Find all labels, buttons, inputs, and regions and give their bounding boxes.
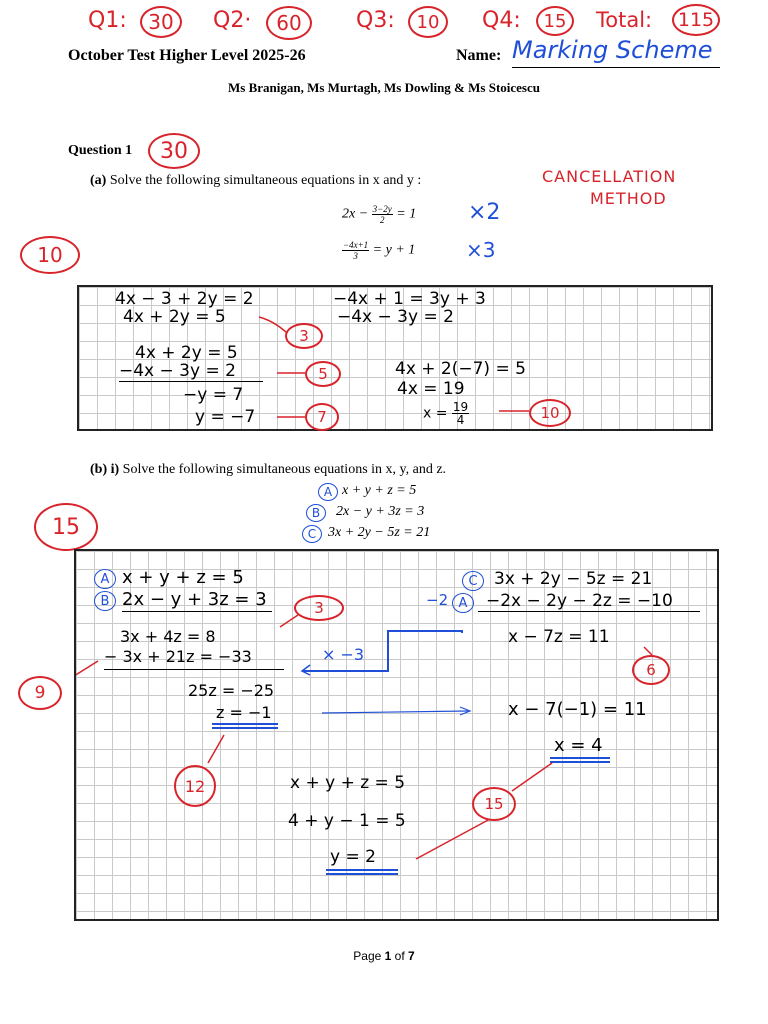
- work-a-line5: −y = 7: [183, 385, 244, 405]
- work-a-line6: y = −7: [195, 407, 256, 427]
- work-a-right5: x = $\frac{19}{4}$: [423, 400, 469, 427]
- equation-a: x + y + z = 5: [342, 483, 417, 498]
- work-b-tag-b: B: [94, 591, 116, 611]
- work-b-xline: x − 7z = 11: [508, 627, 610, 647]
- teachers-line: Ms Branigan, Ms Murtagh, Ms Dowling & Ms Stoicescu: [228, 80, 540, 95]
- work-b-mark-6: 6: [632, 655, 670, 685]
- work-a-mark-5: 5: [305, 361, 341, 387]
- equation-b: 2x − y + 3z = 3: [336, 504, 425, 519]
- q3-score-circle: 10: [408, 6, 448, 38]
- part-b-mark: 15: [34, 503, 98, 551]
- part-a-working-grid: [77, 285, 713, 431]
- work-a-line1: 4x − 3 + 2y = 2: [115, 289, 254, 309]
- work-b-res2: z = −1: [216, 703, 272, 722]
- eq-b-tag: B: [306, 504, 326, 522]
- work-b-tag-a2: A: [452, 593, 474, 613]
- work-b-line-a2: −2x − 2y − 2z = −10: [486, 591, 673, 611]
- part-a-prompt: (a) Solve the following simultaneous equations in x and y :: [90, 173, 422, 188]
- method-note-line1: CANCELLATION: [542, 167, 677, 186]
- work-b-subst: x − 7(−1) = 11: [508, 699, 647, 720]
- total-score-label: Total:: [596, 8, 653, 32]
- work-b-line-a: x + y + z = 5: [122, 567, 244, 588]
- q3-score-label: Q3:: [356, 8, 395, 33]
- work-a-mark-10: 10: [529, 399, 571, 427]
- work-a-mark-7: 7: [305, 403, 339, 431]
- work-a-line2: 4x + 2y = 5: [123, 307, 226, 327]
- work-b-y2: 4 + y − 1 = 5: [288, 811, 406, 831]
- equation-c: 3x + 2y − 5z = 21: [328, 525, 431, 540]
- work-b-line-c: 3x + 2y − 5z = 21: [494, 569, 653, 589]
- work-b-connectors: [76, 551, 717, 919]
- eq-a-tag: A: [318, 483, 338, 501]
- q1-score-circle: 30: [140, 6, 182, 38]
- test-title: October Test Higher Level 2025-26: [68, 47, 306, 64]
- work-b-tag-a: A: [94, 569, 116, 589]
- q2-score-circle: 60: [266, 6, 312, 40]
- eq-c-tag: C: [302, 525, 322, 543]
- work-b-sum2: − 3x + 21z = −33: [104, 647, 252, 666]
- part-b-prompt: (b) i) Solve the following simultaneous equations in x, y, and z.: [90, 462, 447, 477]
- work-a-line4: −4x − 3y = 2: [119, 361, 236, 381]
- equation-2: $\frac{-4x+1}{3}$ = y + 1: [343, 240, 416, 261]
- work-b-tag-c: C: [462, 571, 484, 591]
- question-1-mark: 30: [148, 133, 200, 169]
- work-b-mark-15: 15: [472, 787, 516, 821]
- work-b-res1: 25z = −25: [188, 681, 275, 700]
- work-b-line-b: 2x − y + 3z = 3: [122, 589, 267, 610]
- q4-score-circle: 15: [536, 6, 574, 36]
- method-note-line2: METHOD: [590, 189, 667, 208]
- work-a-right2: −4x − 3y = 2: [337, 307, 454, 327]
- work-a-connectors: [79, 287, 711, 429]
- equation-1: 2x − $\frac{3-2y}{2}$ = 1: [342, 204, 417, 225]
- question-1-label: Question 1: [68, 143, 133, 158]
- work-b-mark-9: 9: [18, 676, 62, 710]
- work-b-times3: × −3: [322, 645, 365, 664]
- work-a-line3: 4x + 2y = 5: [135, 343, 238, 363]
- q2-score-label: Q2·: [213, 8, 252, 33]
- work-a-right3: 4x + 2(−7) = 5: [395, 359, 526, 379]
- work-b-y1: x + y + z = 5: [290, 773, 406, 793]
- name-value: Marking Scheme: [512, 36, 713, 64]
- work-b-xres: x = 4: [554, 735, 603, 756]
- work-a-right1: −4x + 1 = 3y + 3: [333, 289, 486, 309]
- work-b-neg2: −2: [426, 591, 449, 609]
- part-a-mark: 10: [20, 236, 80, 274]
- name-label: Name:: [456, 47, 502, 64]
- work-b-sum1: 3x + 4z = 8: [120, 627, 216, 646]
- q4-score-label: Q4:: [482, 8, 521, 33]
- total-score-circle: 115: [672, 4, 720, 36]
- eq2-multiplier: ×3: [466, 238, 496, 262]
- part-b-working-grid: [74, 549, 719, 921]
- work-a-right4: 4x = 19: [397, 379, 465, 399]
- eq1-multiplier: ×2: [468, 200, 501, 225]
- work-b-mark-12: 12: [174, 765, 216, 807]
- work-b-mark-3: 3: [294, 595, 344, 621]
- work-a-mark-3: 3: [285, 323, 323, 349]
- page-footer: Page 1 of 7: [353, 949, 415, 963]
- work-b-y3: y = 2: [330, 847, 376, 867]
- q1-score-label: Q1:: [88, 8, 127, 33]
- name-underline: [512, 67, 720, 68]
